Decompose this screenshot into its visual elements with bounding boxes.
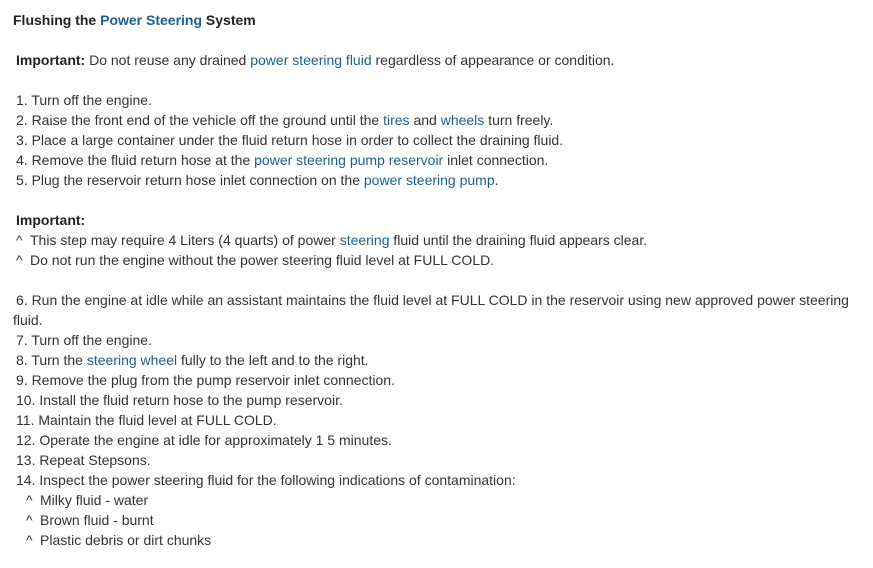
spacer [13, 70, 863, 90]
caret-icon: ^ [26, 532, 33, 548]
step-12: 12. Operate the engine at idle for approximately 1 5 minutes. [16, 432, 392, 448]
step-text: 5. Plug the reservoir return hose inlet connection on the [16, 172, 364, 188]
important-text: regardless of appearance or condition. [371, 52, 615, 68]
important-label: Important: [16, 212, 86, 228]
contamination-text: Milky fluid - water [40, 492, 149, 508]
contamination-item [13, 510, 863, 530]
tires-link[interactable]: tires [383, 112, 410, 128]
contamination-item [13, 490, 863, 510]
power-steering-pump-link[interactable]: power steering pump [363, 172, 495, 188]
caret-icon: ^ [16, 252, 23, 268]
title-prefix: Flushing the [13, 12, 101, 28]
wheels-link[interactable]: wheels [440, 112, 485, 128]
bullet-text: Do not run the engine without the power steering fluid level at FULL COLD. [30, 252, 495, 268]
caret-icon: ^ [26, 492, 33, 508]
document-body [13, 10, 863, 550]
power-steering-link[interactable]: Power Steering [100, 12, 203, 28]
bullet-text: fluid until the draining fluid appears clear. [389, 232, 648, 248]
step-text: 8. Turn the [16, 352, 87, 368]
step-2 [13, 110, 863, 130]
step-text: inlet connection. [443, 152, 549, 168]
important-bullet-2 [13, 250, 863, 270]
steering-wheel-link[interactable]: steering wheel [86, 352, 178, 368]
step-text: 4. Remove the fluid return hose at the [16, 152, 255, 168]
contamination-item [13, 530, 863, 550]
step-text: fully to the left and to the right. [177, 352, 369, 368]
step-text: and [409, 112, 441, 128]
step-3: 3. Place a large container under the fluid return hose in order to collect the draining fluid. [16, 132, 564, 148]
important-note-2 [13, 210, 863, 230]
step-6 [13, 290, 863, 330]
important-bullet-1 [13, 230, 863, 250]
step-text: 6. Run the engine at idle while an assistant maintains the fluid level at FULL COLD in the reservoir using new approved power steering fluid. [13, 292, 849, 328]
step-5 [13, 170, 863, 190]
step-1: 1. Turn off the engine. [16, 92, 152, 108]
contamination-text: Brown fluid - burnt [40, 512, 154, 528]
power-steering-fluid-link[interactable]: power steering fluid [250, 52, 372, 68]
important-label: Important: [16, 52, 86, 68]
step-8 [13, 350, 863, 370]
spacer [13, 270, 863, 290]
step-13: 13. Repeat Stepsons. [16, 452, 151, 468]
spacer [13, 190, 863, 210]
caret-icon: ^ [26, 512, 33, 528]
contamination-text: Plastic debris or dirt chunks [40, 532, 212, 548]
step-10: 10. Install the fluid return hose to the pump reservoir. [16, 392, 343, 408]
steering-link[interactable]: steering [339, 232, 390, 248]
bullet-text: This step may require 4 Liters (4 quarts) of power [30, 232, 340, 248]
step-text: 2. Raise the front end of the vehicle off the ground until the [16, 112, 384, 128]
title-suffix: System [202, 12, 256, 28]
important-note-1 [13, 50, 863, 70]
page-title [13, 10, 863, 30]
step-9: 9. Remove the plug from the pump reservoir inlet connection. [16, 372, 395, 388]
step-text: turn freely. [484, 112, 554, 128]
step-text: . [494, 172, 499, 188]
step-11: 11. Maintain the fluid level at FULL COLD. [16, 412, 277, 428]
step-4 [13, 150, 863, 170]
caret-icon: ^ [16, 232, 23, 248]
step-14: 14. Inspect the power steering fluid for the following indications of contamination: [16, 472, 516, 488]
step-7: 7. Turn off the engine. [16, 332, 152, 348]
important-text: Do not reuse any drained [85, 52, 251, 68]
power-steering-pump-reservoir-link[interactable]: power steering pump reservoir [254, 152, 444, 168]
